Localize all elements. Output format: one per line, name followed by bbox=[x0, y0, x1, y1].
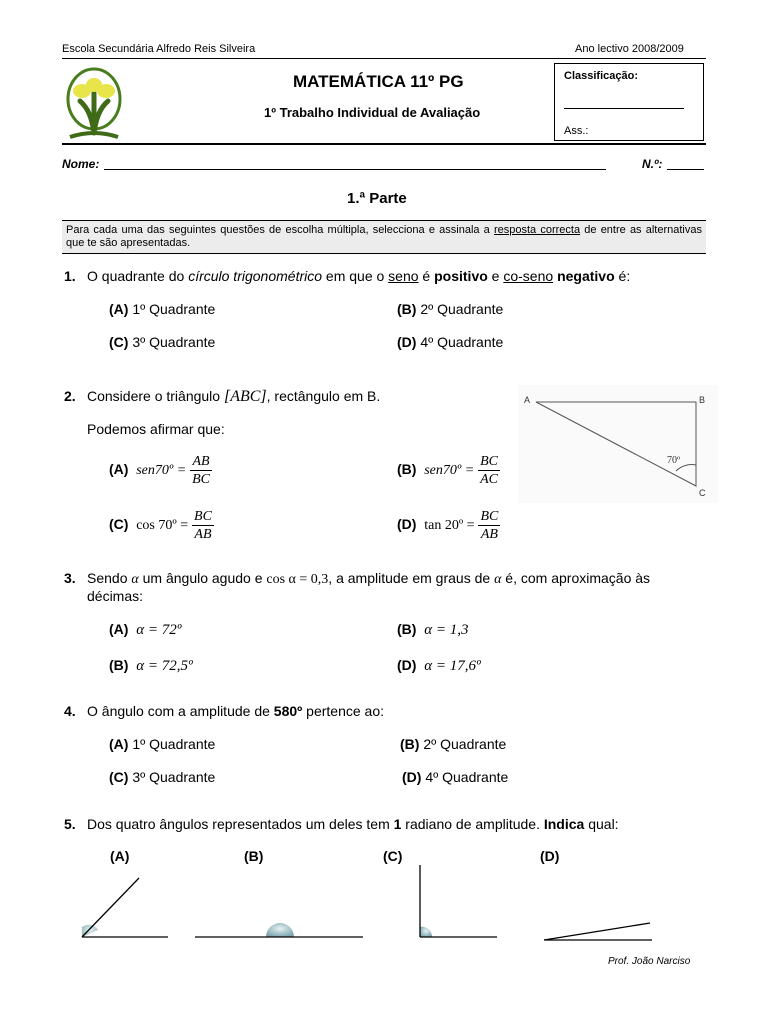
triangle-figure bbox=[518, 385, 718, 503]
q2-option-c[interactable]: (C) cos 70º = $\frac{BC}{AB}$ bbox=[109, 509, 212, 542]
angle-label: 70º bbox=[667, 455, 681, 466]
classification-box bbox=[554, 63, 704, 141]
q1-option-c[interactable]: (C) 3º Quadrante bbox=[109, 334, 216, 350]
q2-option-d[interactable]: (D) tan 20º = $\frac{BC}{AB}$ bbox=[397, 509, 499, 542]
page-title: MATEMÁTICA 11º PG bbox=[293, 72, 464, 91]
instructions-after: de entre as alternativas que te são apresentadas. bbox=[66, 224, 702, 249]
school-name: Escola Secundária Alfredo Reis Silveira bbox=[62, 43, 256, 55]
header-top-rule bbox=[62, 58, 706, 59]
q5-number: 5. bbox=[64, 816, 76, 832]
instructions-before: Para cada uma das seguintes questões de escolha múltipla, selecciona e assinala a bbox=[66, 224, 494, 236]
number-field[interactable] bbox=[667, 169, 704, 170]
signature-label: Ass.: bbox=[564, 125, 589, 137]
school-logo bbox=[62, 63, 126, 141]
page-subtitle: 1º Trabalho Individual de Avaliação bbox=[264, 105, 481, 120]
q1-text: O quadrante do círculo trigonométrico em que o seno é positivo e co-seno negativo é: bbox=[87, 268, 631, 284]
classification-line[interactable] bbox=[564, 108, 684, 109]
instructions-underlined: resposta correcta bbox=[493, 224, 581, 236]
q4-number: 4. bbox=[64, 703, 76, 719]
school-year: Ano lectivo 2008/2009 bbox=[575, 43, 684, 55]
q1-number: 1. bbox=[64, 268, 76, 284]
q5-label-a[interactable]: (A) bbox=[110, 848, 130, 864]
angle-a-diagram bbox=[82, 878, 168, 937]
q5-label-d[interactable]: (D) bbox=[540, 848, 560, 864]
angle-diagrams bbox=[60, 860, 670, 950]
angle-c-diagram bbox=[420, 865, 497, 937]
q3-option-d[interactable]: (D) α = 17,6º bbox=[397, 657, 481, 674]
q4-text: O ângulo com a amplitude de 580º pertence ao: bbox=[87, 703, 384, 719]
q3-option-a[interactable]: (A) α = 72º bbox=[109, 621, 182, 638]
q3-option-c[interactable]: (B) α = 72,5º bbox=[109, 657, 193, 674]
number-label: N.º: bbox=[642, 157, 663, 171]
q4-option-b[interactable]: (B) 2º Quadrante bbox=[400, 736, 507, 752]
q4-option-a[interactable]: (A) 1º Quadrante bbox=[109, 736, 216, 752]
q3-number: 3. bbox=[64, 570, 76, 586]
q5-text: Dos quatro ângulos representados um deles tem 1 radiano de amplitude. Indica qual: bbox=[87, 816, 619, 832]
q2-option-a[interactable]: (A) sen70º = $\frac{AB}{BC}$ bbox=[109, 454, 210, 487]
angle-d-diagram bbox=[544, 923, 652, 940]
q2-prompt: Podemos afirmar que: bbox=[87, 421, 225, 437]
part-title: 1.ª Parte bbox=[347, 190, 407, 207]
classification-label: Classificação: bbox=[564, 70, 638, 82]
q5-label-b[interactable]: (B) bbox=[244, 848, 264, 864]
q4-option-c[interactable]: (C) 3º Quadrante bbox=[109, 769, 216, 785]
instructions-box bbox=[62, 220, 706, 254]
q2-number: 2. bbox=[64, 388, 76, 404]
q2-option-b[interactable]: (B) sen70º = $\frac{BC}{AC}$ bbox=[397, 454, 498, 487]
header-bottom-rule bbox=[62, 143, 706, 145]
vertex-c-label: C bbox=[699, 488, 706, 498]
name-field[interactable] bbox=[104, 169, 606, 170]
q3-text-line2: décimas: bbox=[87, 588, 144, 604]
q3-option-b[interactable]: (B) α = 1,3 bbox=[397, 621, 469, 638]
vertex-b-label: B bbox=[699, 395, 706, 405]
q2-text: Considere o triângulo [ABC], rectângulo em B. bbox=[87, 388, 381, 405]
q1-option-d[interactable]: (D) 4º Quadrante bbox=[397, 334, 504, 350]
q1-option-b[interactable]: (B) 2º Quadrante bbox=[397, 301, 504, 317]
q4-option-d[interactable]: (D) 4º Quadrante bbox=[402, 769, 509, 785]
angle-b-diagram bbox=[195, 923, 363, 937]
vertex-a-label: A bbox=[524, 395, 531, 405]
q1-option-a[interactable]: (A) 1º Quadrante bbox=[109, 301, 216, 317]
footer-author: Prof. João Narciso bbox=[608, 956, 691, 967]
q5-label-c[interactable]: (C) bbox=[383, 848, 403, 864]
name-label: Nome: bbox=[62, 157, 100, 171]
q3-text: Sendo α um ângulo agudo e cos α = 0,3, a amplitude em graus de α é, com aproximação às bbox=[87, 570, 651, 587]
